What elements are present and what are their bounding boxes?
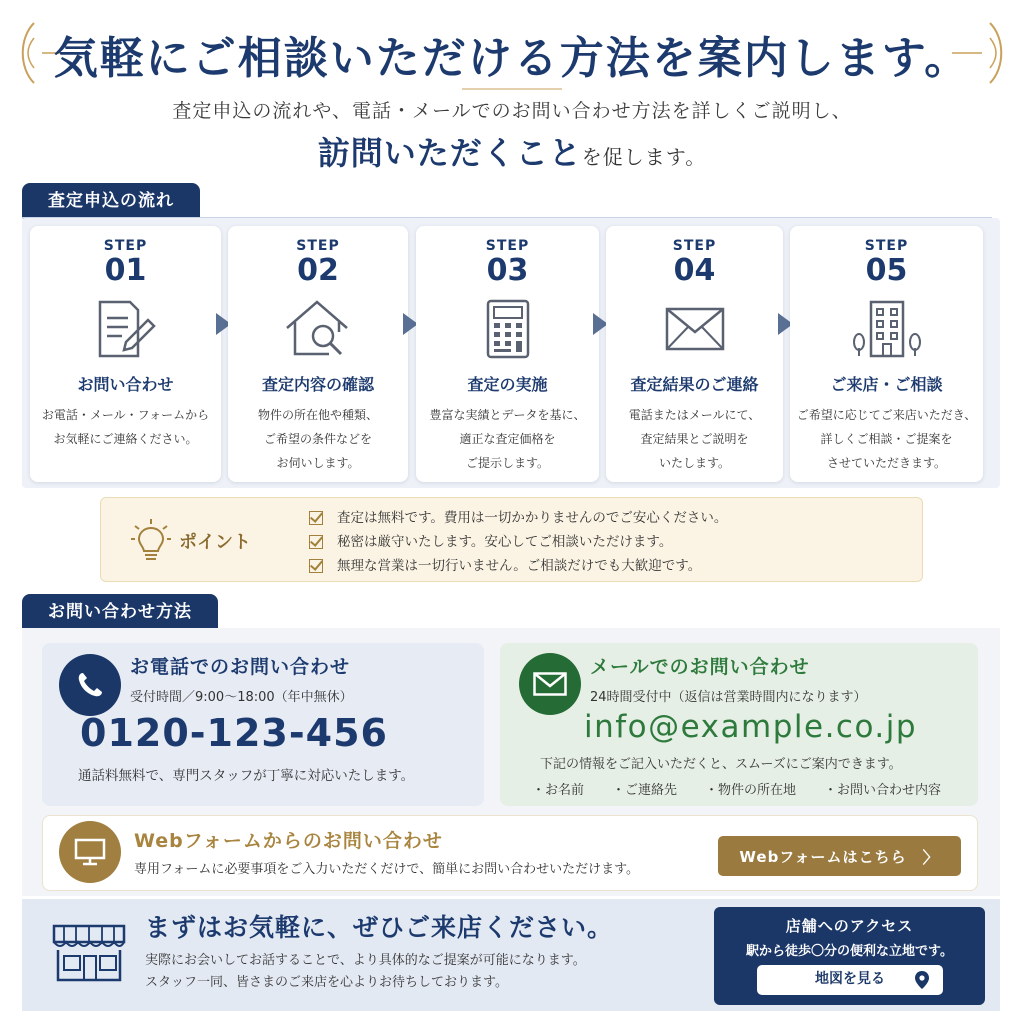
map-pin-icon bbox=[914, 970, 930, 990]
subtitle-emphasis: 訪問いただくこと bbox=[317, 134, 582, 172]
access-subtitle: 駅から徒歩〇分の便利な立地です。 bbox=[746, 944, 953, 959]
page-header bbox=[0, 0, 1024, 180]
step-title: ご来店・ご相談 bbox=[830, 375, 943, 394]
step-kicker: STEP bbox=[296, 238, 340, 254]
step-card-1 bbox=[30, 226, 221, 482]
step-card-4 bbox=[606, 226, 783, 482]
step-number: 04 bbox=[673, 253, 716, 288]
house-search-icon bbox=[283, 298, 353, 360]
step-card-5 bbox=[790, 226, 983, 482]
mail-note: 下記の情報をご記入いただくと、スムーズにご案内できます。 bbox=[540, 757, 902, 772]
step-description: お電話・メール・フォームから お気軽にご連絡ください。 bbox=[41, 408, 210, 446]
point-box bbox=[100, 497, 923, 582]
phone-card-title: お電話でのお問い合わせ bbox=[130, 656, 351, 678]
checkbox-icon bbox=[309, 559, 323, 573]
checkbox-icon bbox=[309, 535, 323, 549]
step-title: 査定結果のご連絡 bbox=[630, 375, 759, 394]
list-item: ・お名前 bbox=[532, 783, 585, 798]
point-label: ポイント bbox=[179, 532, 251, 553]
visit-title: まずはお気軽に、ぜひご来店ください。 bbox=[145, 913, 614, 942]
access-title: 店舗へのアクセス bbox=[785, 917, 914, 935]
step-title: お問い合わせ bbox=[77, 375, 174, 394]
lightbulb-icon bbox=[131, 518, 171, 562]
page-title: 気軽にご相談いただける方法を案内します。 bbox=[53, 33, 971, 84]
web-form-button-label: Webフォームはこちら bbox=[739, 847, 907, 866]
monitor-icon bbox=[59, 821, 121, 883]
step-title: 査定内容の確認 bbox=[261, 375, 374, 394]
mail-hours: 24時間受付中（返信は営業時間内になります） bbox=[590, 690, 867, 705]
step-kicker: STEP bbox=[485, 238, 530, 254]
calculator-icon bbox=[484, 298, 532, 360]
step-number: 03 bbox=[486, 253, 529, 288]
step-description: 豊富な実績とデータを基に、 適正な査定価格を ご提示します。 bbox=[429, 408, 586, 470]
web-form-button[interactable] bbox=[718, 836, 961, 876]
title-divider bbox=[462, 84, 562, 94]
list-item: ・物件の所在地 bbox=[705, 783, 797, 798]
envelope-icon bbox=[664, 306, 726, 352]
building-icon bbox=[851, 298, 923, 360]
point-item: 無理な営業は一切行いません。ご相談だけでも大歓迎です。 bbox=[309, 554, 727, 578]
mail-required-items bbox=[532, 779, 941, 798]
step-number: 02 bbox=[297, 253, 339, 288]
phone-note: 通話料無料で、専門スタッフが丁寧に対応いたします。 bbox=[78, 768, 415, 784]
step-number: 05 bbox=[865, 253, 908, 288]
step-description: ご希望に応じてご来店いただき、 詳しくご相談・ご提案を させていただきます。 bbox=[796, 408, 977, 470]
email-address-link[interactable]: info@example.co.jp bbox=[584, 709, 918, 745]
step-kicker: STEP bbox=[864, 238, 909, 254]
list-item: ・お問い合わせ内容 bbox=[824, 783, 942, 798]
step-kicker: STEP bbox=[672, 238, 717, 254]
checkbox-icon bbox=[309, 511, 323, 525]
point-item: 査定は無料です。費用は一切かかりませんのでご安心ください。 bbox=[309, 506, 727, 530]
step-card-3 bbox=[416, 226, 599, 482]
mail-icon bbox=[519, 653, 581, 715]
section-label-flow: 査定申込の流れ bbox=[22, 183, 200, 219]
ornament-right-icon bbox=[950, 18, 1010, 88]
web-form-description: 専用フォームに必要事項をご入力いただくだけで、簡単にお問い合わせいただけます。 bbox=[134, 862, 640, 877]
web-form-title: Webフォームからのお問い合わせ bbox=[134, 830, 443, 852]
access-box bbox=[714, 907, 985, 1005]
step-number: 01 bbox=[104, 253, 147, 288]
document-pen-icon bbox=[94, 298, 158, 360]
map-button[interactable] bbox=[757, 965, 943, 995]
step-title: 査定の実施 bbox=[467, 375, 548, 394]
point-item: 秘密は厳守いたします。安心してご相談いただけます。 bbox=[309, 530, 727, 554]
map-button-label: 地図を見る bbox=[815, 971, 885, 987]
subtitle-line2 bbox=[0, 128, 1024, 174]
section-label-contact: お問い合わせ方法 bbox=[22, 594, 218, 630]
subtitle-tail: を促します。 bbox=[581, 145, 707, 169]
step-description: 物件の所在他や種類、 ご希望の条件などを お伺いします。 bbox=[257, 408, 378, 470]
phone-icon bbox=[59, 654, 121, 716]
list-item: ・ご連絡先 bbox=[612, 783, 678, 798]
step-card-2 bbox=[228, 226, 408, 482]
step-description: 電話またはメールにて、 査定結果とご説明を いたします。 bbox=[628, 408, 761, 470]
mail-card-title: メールでのお問い合わせ bbox=[590, 656, 810, 678]
chevron-right-icon: 〉 bbox=[922, 847, 940, 867]
visit-text: 実際にお会いしてお話することで、より具体的なご提案が可能になります。 スタッフ一同、皆さまのご来店を心よりお待ちしております。 bbox=[145, 953, 586, 990]
phone-hours: 受付時間／9:00〜18:00（年中無休） bbox=[130, 690, 353, 705]
point-list bbox=[309, 506, 727, 578]
phone-number-link[interactable]: 0120-123-456 bbox=[80, 711, 388, 755]
subtitle-line1: 査定申込の流れや、電話・メールでのお問い合わせ方法を詳しくご説明し、 bbox=[172, 100, 852, 122]
step-kicker: STEP bbox=[103, 238, 148, 254]
storefront-icon bbox=[50, 922, 128, 984]
